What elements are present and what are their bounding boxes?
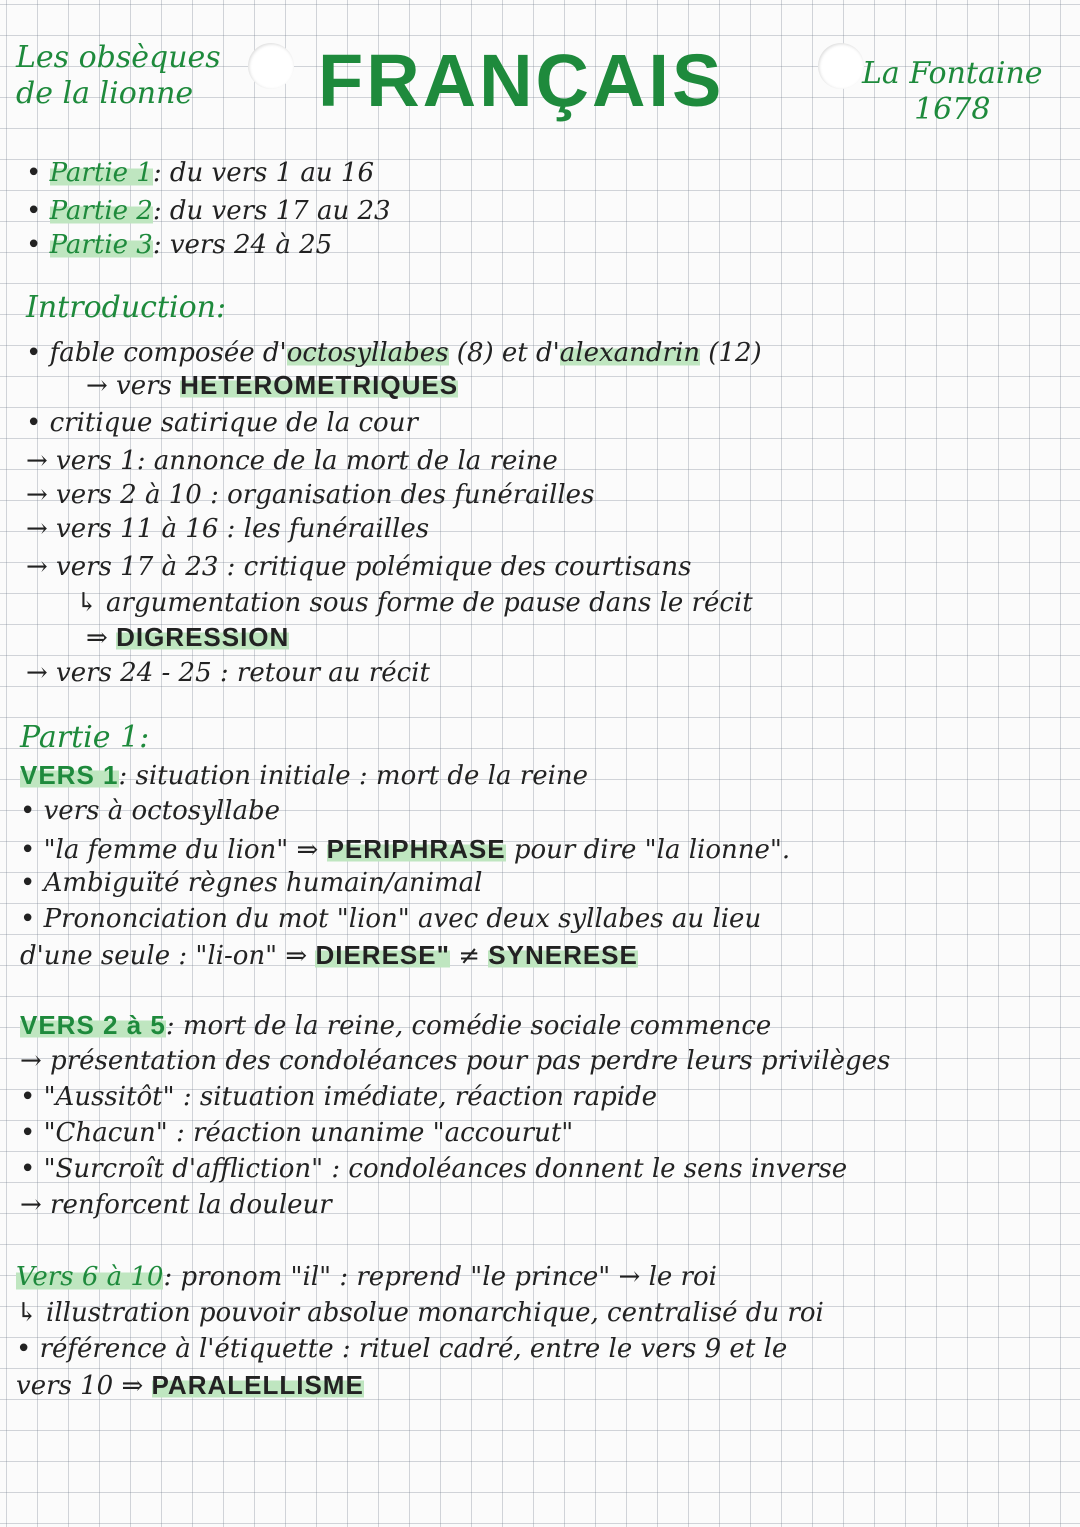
note-line: vers 10 ⇒ PARALELLISME (16, 1370, 364, 1401)
punch-hole (818, 43, 864, 89)
note-line: • "Surcroît d'affliction" : condoléances donnent le sens inverse (20, 1154, 848, 1184)
page-title: FRANÇAIS (318, 39, 725, 122)
part-item: • Partie 3: vers 24 à 25 (26, 230, 333, 260)
keyword: DIERESE" (315, 940, 450, 970)
note-line: ↳ illustration pouvoir absolue monarchique, centralisé du roi (16, 1298, 824, 1328)
note-line: • vers à octosyllabe (20, 796, 280, 826)
note-line: • Ambiguïté règnes humain/animal (20, 868, 483, 898)
note-line: • "Chacun" : réaction unanime "accourut" (20, 1118, 574, 1148)
intro-line: • critique satirique de la cour (26, 408, 418, 438)
year: 1678 (914, 92, 991, 127)
part-label: Partie 3 (49, 230, 153, 260)
keyword: PARALELLISME (151, 1370, 364, 1400)
note-line: d'une seule : "li-on" ⇒ DIERESE" ≠ SYNERESE (20, 940, 638, 971)
note-line: • Prononciation du mot "lion" avec deux syllabes au lieu (20, 904, 762, 934)
note-line: Vers 6 à 10: pronom "il" : reprend "le prince" → le roi (16, 1262, 717, 1292)
note-line: → présentation des condoléances pour pas perdre leurs privilèges (20, 1046, 891, 1076)
part-text: : du vers 17 au 23 (152, 196, 391, 226)
intro-line: ↳ argumentation sous forme de pause dans le récit (76, 588, 753, 618)
note-line: → renforcent la douleur (20, 1190, 332, 1220)
intro-line: → vers HETEROMETRIQUES (86, 370, 459, 401)
part-item: • Partie 2: du vers 17 au 23 (26, 196, 391, 226)
intro-line: → vers 11 à 16 : les funérailles (26, 514, 430, 544)
note-line: • "Aussitôt" : situation imédiate, réaction rapide (20, 1082, 658, 1112)
note-line: VERS 2 à 5: mort de la reine, comédie sociale commence (20, 1010, 772, 1041)
note-line: • "la femme du lion" ⇒ PERIPHRASE pour dire "la lionne". (20, 834, 791, 865)
part-text: : vers 24 à 25 (152, 230, 333, 260)
keyword: DIGRESSION (116, 622, 290, 652)
section-heading: Partie 1: (20, 720, 150, 755)
note-line: • référence à l'étiquette : rituel cadré, entre le vers 9 et le (16, 1334, 788, 1364)
intro-line: • fable composée d'octosyllabes (8) et d'alexandrin (12) (26, 338, 762, 368)
part-label: Partie 1 (49, 158, 153, 188)
part-text: : du vers 1 au 16 (152, 158, 375, 188)
intro-line: → vers 1: annonce de la mort de la reine (26, 446, 558, 476)
author-name: La Fontaine (862, 56, 1043, 91)
intro-heading: Introduction: (26, 290, 227, 325)
intro-line: → vers 17 à 23 : critique polémique des courtisans (26, 552, 692, 582)
intro-line: → vers 24 - 25 : retour au récit (26, 658, 430, 688)
poem-title-line2: de la lionne (16, 76, 194, 111)
intro-line: → vers 2 à 10 : organisation des funérailles (26, 480, 595, 510)
part-item: • Partie 1: du vers 1 au 16 (26, 158, 375, 188)
keyword: HETEROMETRIQUES (180, 370, 459, 400)
poem-title (16, 40, 221, 112)
punch-hole (248, 43, 294, 89)
intro-line: ⇒ DIGRESSION (86, 622, 290, 653)
note-line: VERS 1: situation initiale : mort de la reine (20, 760, 589, 791)
author-block (862, 56, 1043, 128)
poem-title-line1: Les obsèques (16, 40, 221, 75)
keyword: PERIPHRASE (326, 834, 506, 864)
keyword: SYNERESE (488, 940, 638, 970)
part-label: Partie 2 (49, 196, 153, 226)
